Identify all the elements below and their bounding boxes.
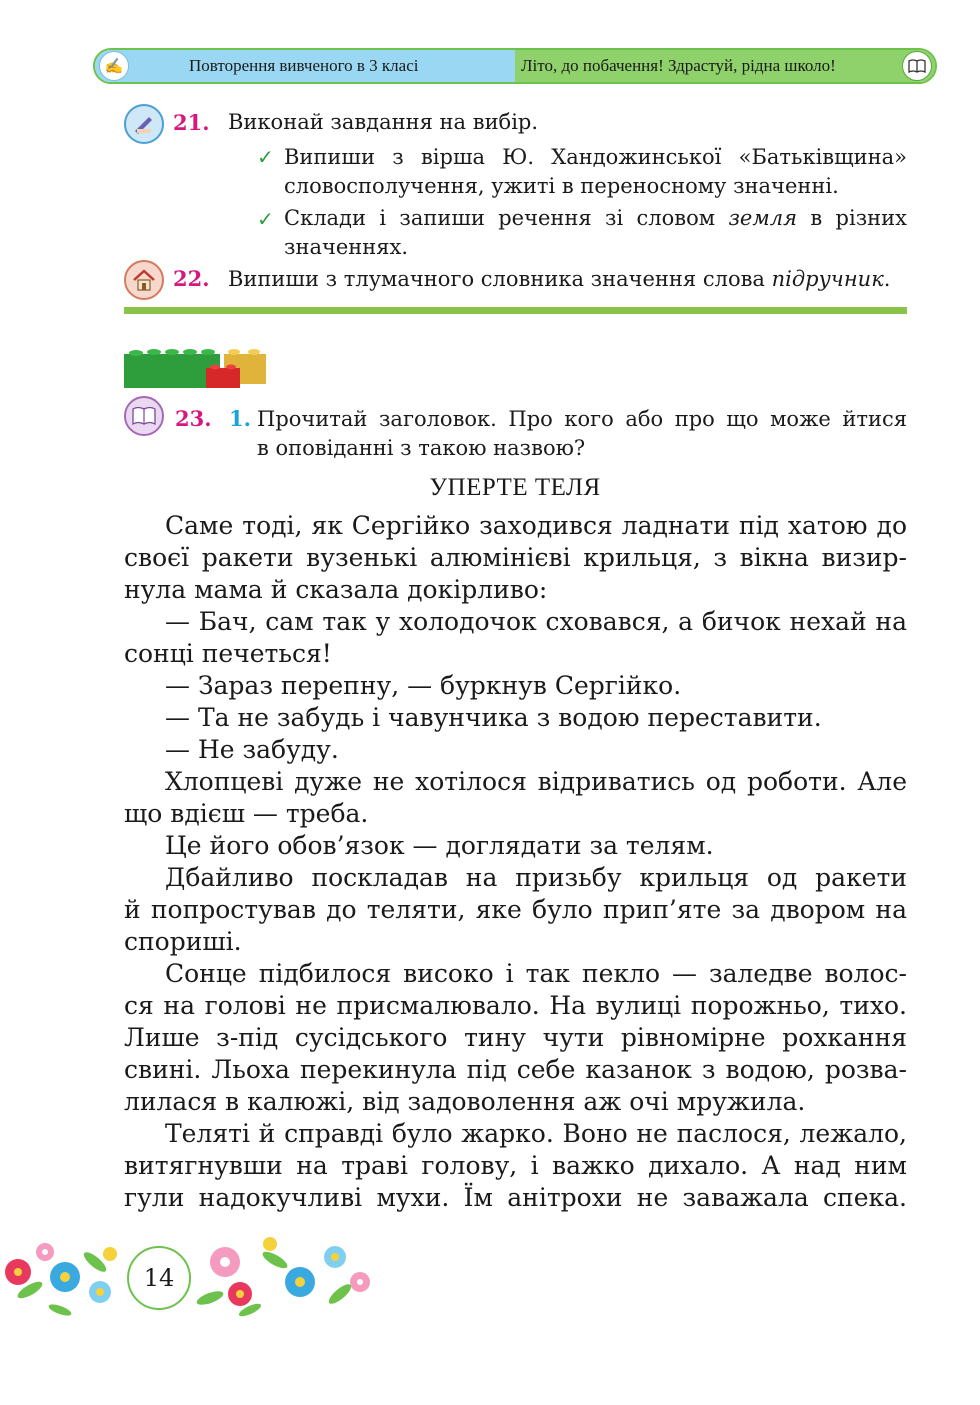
header-right-section [515,50,935,82]
header-left-title: Повторення вивченого в 3 класі [189,56,419,75]
writing-task-icon [124,104,164,144]
story-line: — Не забуду. [165,735,339,764]
task-23-number: 23. [175,406,212,431]
task-22-number: 22. [173,266,210,291]
story-line: Дбайливо поскладав на призьбу крильця од ракети [165,863,907,892]
story-line: свині. Льоха перекинула під себе казанок з водою, розва- [124,1055,907,1084]
task-21-line-2: Випиши з вірша Ю. Хандожинської «Батьківщина» [284,145,907,169]
task-21-line-5: значеннях. [284,235,409,259]
story-line: Сонце підбилося високо і так пекло — заледве волос- [165,959,907,988]
story-line: й попростував до теляти, яке було прип’яте за двором на [124,895,907,924]
header-left-section [95,50,515,82]
story-line: Теляті й справді було жарко. Воно не паслося, лежало, [165,1119,907,1148]
story-line: нула мама й сказала докірливо: [124,575,548,604]
task-21-number: 21. [173,110,210,135]
story-line: — Та не забудь і чавунчика з водою переставити. [165,703,822,732]
task-22-keyword: підручник [771,267,884,291]
story-line: своєї ракети вузенькі алюмінієві крильця, з вікна визир- [124,543,907,572]
story-title: УПЕРТЕ ТЕЛЯ [429,474,601,501]
task-21-line-4-a: Склади і запиши речення зі словом [284,206,729,230]
story-line: що вдієш — треба. [124,799,369,828]
story-line: витягнувши на траві голову, і важко дихало. А над ним [124,1151,907,1180]
task-23-line-1: Прочитай заголовок. Про кого або про що може йтися [257,407,907,431]
task-21-line-1: Виконай завдання на вибір. [228,110,539,134]
task-21-keyword: земля [728,206,798,230]
header-right-title: Літо, до побачення! Здрастуй, рідна школо! [521,56,836,75]
story-line: ся на голові не присмалювало. На вулиці порожньо, тихо. [124,991,907,1020]
flower-border-decoration [0,1232,385,1322]
home-task-icon [124,260,164,300]
story-line: Хлопцеві дуже не хотілося відриватись од роботи. Але [165,767,907,796]
task-22-text-b: . [883,267,891,291]
task-21-line-4 [284,202,907,234]
page-header [93,48,937,84]
story-line: Лише з-під сусідського тину чути рівномірне рохкання [124,1023,907,1052]
check-icon: ✓ [257,207,274,231]
task-21-line-4-b: в різних [797,206,908,230]
story-line: сонці печеться! [124,639,332,668]
section-divider [124,307,907,314]
task-21-line-3: словосполучення, ужиті в переносному значенні. [284,174,839,198]
story-line: спориші. [124,927,242,956]
book-icon [902,51,932,81]
story-line: лилася в калюжі, від задоволення аж очі мружила. [124,1087,806,1116]
story-line: гули надокучливі мухи. Їм анітрохи не заважала спека. [124,1183,907,1212]
story-line: Саме тоді, як Сергійко заходився ладнати під хатою до [165,511,907,540]
check-icon: ✓ [257,145,274,169]
reading-task-icon [124,396,164,436]
pen-icon: ✍ [99,51,129,81]
task-23-line-2: в оповіданні з такою назвою? [257,436,586,460]
lego-bricks-icon [124,344,269,390]
story-line: — Зараз перепну, — буркнув Сергійко. [165,671,682,700]
page-number: 14 [127,1246,191,1310]
task-22-text-a: Випиши з тлумачного словника значення слова [228,267,772,291]
story-line: — Бач, сам так у холодочок сховався, а бичок нехай на [165,607,907,636]
task-22-text [228,263,890,295]
story-line: Це його обов’язок — доглядати за телям. [165,831,714,860]
task-23-subnumber: 1. [229,406,251,431]
